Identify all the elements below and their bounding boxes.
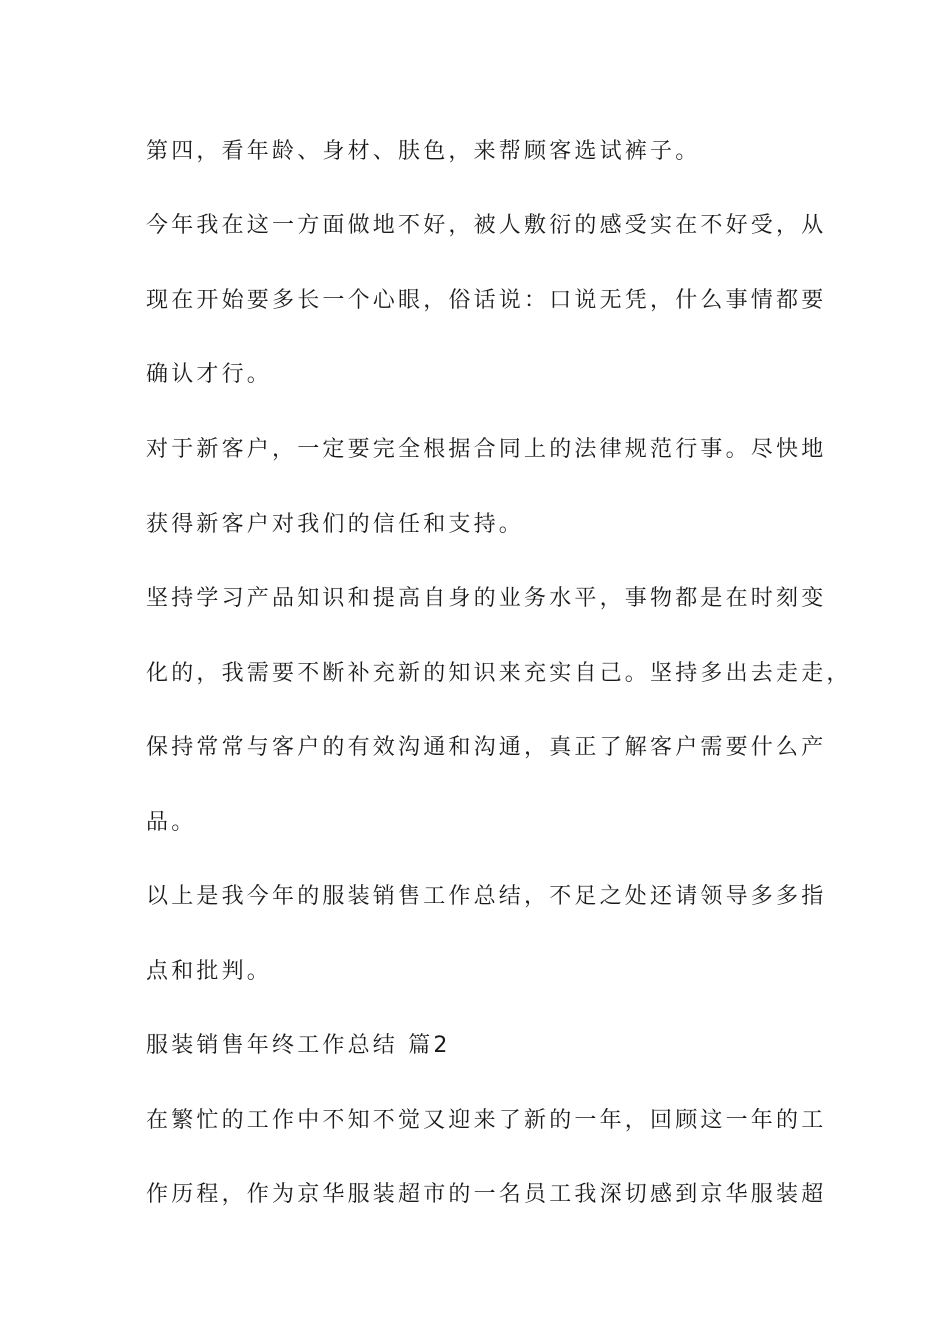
section-heading: 服装销售年终工作总结 篇2	[146, 1033, 451, 1058]
text-line: 确认才行。	[146, 362, 273, 387]
text-line: 坚持学习产品知识和提高自身的业务水平，事物都是在时刻变	[146, 586, 827, 611]
text-line: 以上是我今年的服装销售工作总结，不足之处还请领导多多指	[146, 884, 827, 909]
text-line: 化的，我需要不断补充新的知识来充实自己。坚持多出去走走，	[146, 661, 852, 686]
text-line: 在繁忙的工作中不知不觉又迎来了新的一年，回顾这一年的工	[146, 1108, 827, 1133]
text-line: 保持常常与客户的有效沟通和沟通，真正了解客户需要什么产	[146, 735, 827, 760]
text-line: 今年我在这一方面做地不好，被人敷衍的感受实在不好受，从	[146, 213, 827, 238]
text-line: 第四，看年龄、身材、肤色，来帮顾客选试裤子。	[146, 139, 701, 164]
text-line: 对于新客户，一定要完全根据合同上的法律规范行事。尽快地	[146, 437, 827, 462]
text-line: 作历程，作为京华服装超市的一名员工我深切感到京华服装超	[146, 1182, 827, 1207]
text-line: 获得新客户对我们的信任和支持。	[146, 512, 525, 537]
text-line: 点和批判。	[146, 959, 273, 984]
text-line: 品。	[146, 810, 197, 835]
text-line: 现在开始要多长一个心眼，俗话说：口说无凭，什么事情都要	[146, 288, 827, 313]
